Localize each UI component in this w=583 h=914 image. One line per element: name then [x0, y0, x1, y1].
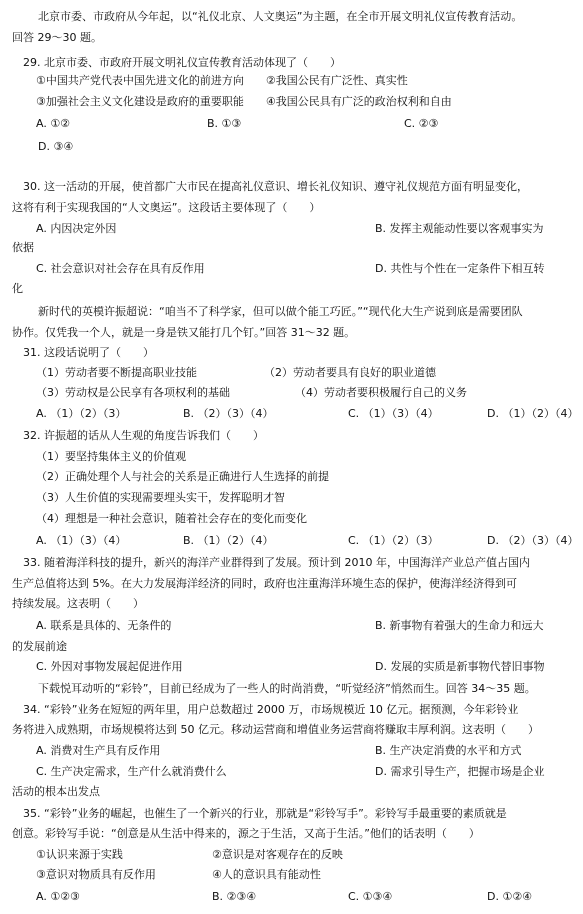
- text-line-l37: 活动的根本出发点: [12, 785, 100, 798]
- text-line-l21: （1）要坚持集体主义的价值观: [36, 450, 186, 463]
- text-line-l06b: B. ①③: [207, 117, 242, 130]
- text-line-l36b: D. 需求引导生产，把握市场是企业: [375, 765, 545, 778]
- text-line-l30: 的发展前途: [12, 640, 67, 653]
- text-line-l02: 回答 29～30 题。: [12, 31, 102, 44]
- text-line-l25b: B. （1）（2）（4）: [183, 534, 274, 547]
- text-line-l42c: C. ①③④: [348, 890, 393, 903]
- text-line-l32: 下载悦耳动听的“彩铃”，目前已经成为了一些人的时尚消费，“听觉经济”悄然而生。回答 34～35 题。: [38, 682, 536, 695]
- text-line-l17b: （2）劳动者要具有良好的职业道德: [264, 366, 436, 379]
- text-line-l04: ①中国共产党代表中国先进文化的前进方向 ②我国公民有广泛性、真实性: [36, 74, 408, 87]
- text-line-l19a: A. （1）（2）（3）: [36, 407, 127, 420]
- text-line-l41a: ③意识对物质具有反作用: [36, 868, 156, 881]
- text-line-l13: 化: [12, 282, 23, 295]
- text-line-l08: 30. 这一活动的开展，使首都广大市民在提高礼仪意识、增长礼仪知识、遵守礼仪规范方面有明显变化，: [23, 180, 528, 193]
- text-line-l31b: D. 发展的实质是新事物代替旧事物: [375, 660, 545, 673]
- text-line-l20: 32. 许振超的话从人生观的角度告诉我们（ ）: [23, 429, 264, 442]
- text-line-l12b: D. 共性与个性在一定条件下相互转: [375, 262, 545, 275]
- text-line-l41b: ④人的意识具有能动性: [212, 868, 321, 881]
- text-line-l34: 务将进入成熟期，市场规模将达到 50 亿元。移动运营商和增值业务运营商将赚取丰厚利润。这表明（ ）: [12, 723, 539, 736]
- text-line-l01: 北京市委、市政府从今年起，以“礼仪北京、人文奥运”为主题，在全市开展文明礼仪宣传教育活动。: [38, 10, 523, 23]
- text-line-l24: （4）理想是一种社会意识，随着社会存在的变化而变化: [36, 512, 307, 525]
- text-line-l25d: D. （2）（3）（4）: [487, 534, 579, 547]
- text-line-l25c: C. （1）（2）（3）: [348, 534, 439, 547]
- text-line-l42d: D. ①②④: [487, 890, 533, 903]
- text-line-l29a: A. 联系是具体的、无条件的: [36, 619, 172, 632]
- text-line-l26: 33. 随着海洋科技的提升，新兴的海洋产业群得到了发展。预计到 2010 年，中国海洋产业总产值占国内: [23, 556, 530, 569]
- text-line-l25a: A. （1）（3）（4）: [36, 534, 127, 547]
- text-line-l10a: A. 内因决定外因: [36, 222, 117, 235]
- text-line-l16: 31. 这段话说明了（ ）: [23, 346, 154, 359]
- text-line-l33: 34. “彩铃”业务在短短的两年里，用户总数超过 2000 万，市场规模近 10 亿元。据预测，今年彩铃业: [23, 703, 519, 716]
- text-line-l05: ③加强社会主义文化建设是政府的重要职能 ④我国公民具有广泛的政治权利和自由: [36, 95, 452, 108]
- text-line-l31a: C. 外因对事物发展起促进作用: [36, 660, 183, 673]
- text-line-l14: 新时代的英模许振超说：“咱当不了科学家，但可以做个能工巧匠。”“现代化大生产说到底是需要团队: [38, 305, 523, 318]
- text-line-l35a: A. 消费对生产具有反作用: [36, 744, 161, 757]
- text-line-l35b: B. 生产决定消费的水平和方式: [375, 744, 522, 757]
- text-line-l07: D. ③④: [38, 140, 74, 153]
- text-line-l06a: A. ①②: [36, 117, 71, 130]
- text-line-l23: （3）人生价值的实现需要埋头实干，发挥聪明才智: [36, 491, 285, 504]
- text-line-l03: 29. 北京市委、市政府开展文明礼仪宣传教育活动体现了（ ）: [23, 56, 341, 69]
- text-line-l11: 依据: [12, 241, 34, 254]
- text-line-l27: 生产总值将达到 5%。在大力发展海洋经济的同时，政府也注重海洋环境生态的保护，使海洋经济得到可: [12, 577, 517, 590]
- text-line-l18b: （4）劳动者要积极履行自己的义务: [295, 386, 467, 399]
- text-line-l12a: C. 社会意识对社会存在具有反作用: [36, 262, 205, 275]
- text-line-l22: （2）正确处理个人与社会的关系是正确进行人生选择的前提: [36, 470, 329, 483]
- text-line-l15: 协作。仅凭我一个人，就是一身是铁又能打几个钉。”回答 31～32 题。: [12, 326, 356, 339]
- text-line-l42a: A. ①②③: [36, 890, 80, 903]
- text-line-l40a: ①认识来源于实践: [36, 848, 123, 861]
- text-line-l17a: （1）劳动者要不断提高职业技能: [36, 366, 197, 379]
- text-line-l38: 35. “彩铃”业务的崛起，也催生了一个新兴的行业，那就是“彩铃写手”。彩铃写手最重要的素质就是: [23, 807, 507, 820]
- text-line-l10b: B. 发挥主观能动性要以客观事实为: [375, 222, 544, 235]
- text-line-l28: 持续发展。这表明（ ）: [12, 597, 144, 610]
- text-line-l06c: C. ②③: [404, 117, 439, 130]
- text-line-l19b: B. （2）（3）（4）: [183, 407, 274, 420]
- text-line-l36a: C. 生产决定需求，生产什么就消费什么: [36, 765, 227, 778]
- text-line-l18a: （3）劳动权是公民享有各项权利的基础: [36, 386, 230, 399]
- text-line-l42b: B. ②③④: [212, 890, 257, 903]
- text-line-l40b: ②意识是对客观存在的反映: [212, 848, 343, 861]
- text-line-l19d: D. （1）（2）（4）: [487, 407, 579, 420]
- text-line-l19c: C. （1）（3）（4）: [348, 407, 439, 420]
- text-line-l29b: B. 新事物有着强大的生命力和远大: [375, 619, 544, 632]
- text-line-l09: 这将有利于实现我国的“人文奥运”。这段话主要体现了（ ）: [12, 201, 321, 214]
- text-line-l39: 创意。彩铃写手说：“创意是从生活中得来的，源之于生活，又高于生活。”他们的话表明（ ）: [12, 827, 480, 840]
